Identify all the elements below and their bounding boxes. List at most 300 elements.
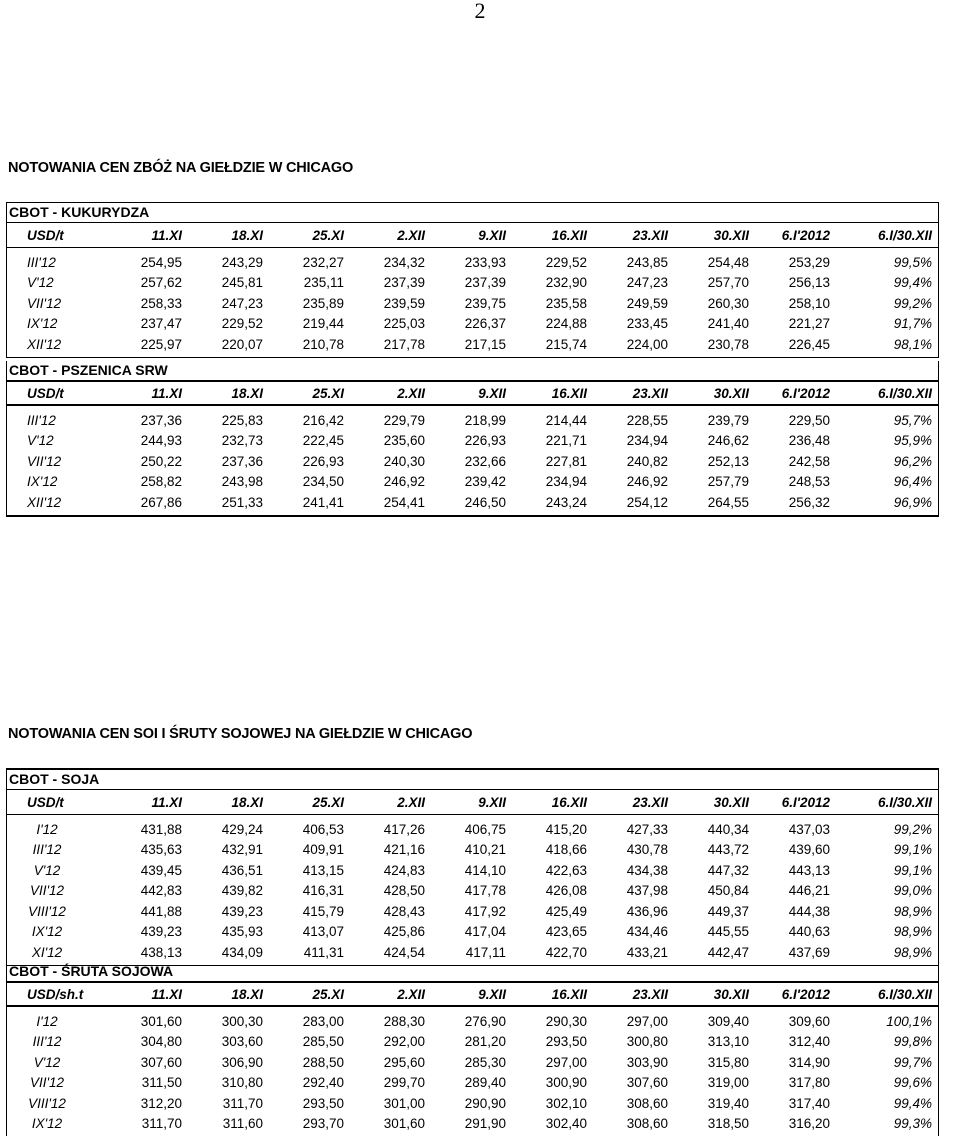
table-cell: 95,9% <box>893 433 932 449</box>
table-cell: 234,94 <box>626 433 668 449</box>
table-cell: 283,00 <box>302 1013 344 1029</box>
row-label: VII'12 <box>27 295 62 311</box>
table-title: CBOT - ŚRUTA SOJOWA <box>9 963 174 979</box>
table-cell: 221,71 <box>545 433 587 449</box>
row-label: I'12 <box>36 1013 58 1029</box>
table-cell: 301,60 <box>383 1116 425 1132</box>
table-cell: 437,98 <box>626 883 668 899</box>
table-cell: 311,70 <box>222 1095 263 1111</box>
table-cell: 240,82 <box>626 453 668 469</box>
table-row <box>7 451 938 472</box>
table-cell: 316,20 <box>788 1116 830 1132</box>
row-label: III'12 <box>27 412 56 428</box>
table-cell: 239,59 <box>383 295 425 311</box>
table-cell: 410,21 <box>464 842 506 858</box>
table-cell: 247,23 <box>221 295 263 311</box>
table-cell: 429,24 <box>221 821 263 837</box>
table-cell: 218,99 <box>464 412 506 428</box>
header-row <box>6 380 939 406</box>
table-cell: 303,60 <box>221 1034 263 1050</box>
column-header: 16.XII <box>551 794 587 810</box>
table-cell: 308,60 <box>626 1116 668 1132</box>
table-cell: 99,2% <box>893 821 932 837</box>
table-cell: 309,60 <box>788 1013 830 1029</box>
table-cell: 234,94 <box>545 474 587 490</box>
table-cell: 235,60 <box>383 433 425 449</box>
column-header: 11.XI <box>151 227 182 243</box>
row-label: VII'12 <box>27 453 62 469</box>
column-header: 6.I'2012 <box>781 986 830 1002</box>
table-cell: 302,40 <box>545 1116 587 1132</box>
column-header: 23.XII <box>632 385 668 401</box>
table-cell: 428,43 <box>383 903 425 919</box>
table-cell: 443,13 <box>788 862 830 878</box>
table-cell: 252,13 <box>707 453 749 469</box>
table-cell: 257,62 <box>140 275 182 291</box>
table-cell: 442,47 <box>707 944 749 960</box>
table-cell: 293,70 <box>302 1116 344 1132</box>
table-cell: 214,44 <box>545 412 587 428</box>
table-cell: 422,63 <box>545 862 587 878</box>
table-cell: 288,50 <box>302 1054 344 1070</box>
row-label: III'12 <box>32 842 62 858</box>
row-label: III'12 <box>32 1034 62 1050</box>
table-cell: 254,41 <box>383 494 425 510</box>
table-cell: 318,50 <box>707 1116 749 1132</box>
row-label: III'12 <box>27 254 56 270</box>
table-title: CBOT - PSZENICA SRW <box>9 362 168 378</box>
column-header: 18.XI <box>231 794 263 810</box>
table-cell: 438,13 <box>140 944 182 960</box>
header-row <box>6 222 939 248</box>
table-cell: 232,90 <box>545 275 587 291</box>
table-row <box>7 942 938 963</box>
table-row <box>7 1011 938 1032</box>
column-header: 25.XI <box>312 385 344 401</box>
table-cell: 293,50 <box>302 1095 344 1111</box>
table-cell: 237,36 <box>140 412 182 428</box>
table-row <box>7 860 938 881</box>
column-header: 23.XII <box>632 227 668 243</box>
column-header: 9.XII <box>478 794 506 810</box>
table-cell: 229,52 <box>221 316 263 332</box>
column-header: USD/t <box>27 227 64 243</box>
table-cell: 230,78 <box>707 336 749 352</box>
table-cell: 237,39 <box>383 275 425 291</box>
section-title-grains: NOTOWANIA CEN ZBÓŻ NA GIEŁDZIE W CHICAGO <box>8 160 354 176</box>
table-cell: 312,20 <box>140 1095 182 1111</box>
table-cell: 267,86 <box>140 494 182 510</box>
column-header: 6.I/30.XII <box>877 227 932 243</box>
table-cell: 98,9% <box>893 924 932 940</box>
column-header: 25.XI <box>312 986 344 1002</box>
table-cell: 439,23 <box>140 924 182 940</box>
table-cell: 91,7% <box>893 316 932 332</box>
table-cell: 99,4% <box>893 1095 932 1111</box>
table-cell: 413,15 <box>302 862 344 878</box>
table-cell: 98,1% <box>893 336 932 352</box>
row-label: IX'12 <box>27 474 58 490</box>
table-row <box>7 410 938 431</box>
table-cell: 424,83 <box>383 862 425 878</box>
column-header: 30.XII <box>713 385 749 401</box>
table-row <box>7 881 938 902</box>
column-header: 18.XI <box>231 986 263 1002</box>
table-cell: 254,12 <box>626 494 668 510</box>
table-cell: 436,96 <box>626 903 668 919</box>
table-cell: 210,78 <box>302 336 344 352</box>
table-cell: 236,48 <box>788 433 830 449</box>
table-cell: 406,75 <box>464 821 506 837</box>
row-label: I'12 <box>36 821 58 837</box>
table-title: CBOT - KUKURYDZA <box>9 204 150 220</box>
table-cell: 315,80 <box>707 1054 749 1070</box>
table-cell: 417,92 <box>464 903 506 919</box>
table-cell: 96,9% <box>893 494 932 510</box>
table-cell: 417,11 <box>465 944 506 960</box>
table-cell: 308,60 <box>626 1095 668 1111</box>
table-cell: 246,50 <box>464 494 506 510</box>
table-cell: 441,88 <box>140 903 182 919</box>
table-cell: 414,10 <box>464 862 506 878</box>
column-header: 30.XII <box>713 986 749 1002</box>
column-header: USD/t <box>27 794 64 810</box>
row-label: V'12 <box>33 1054 61 1070</box>
table-cell: 449,37 <box>707 903 749 919</box>
table-cell: 229,50 <box>788 412 830 428</box>
table-cell: 251,33 <box>221 494 263 510</box>
column-header: 6.I'2012 <box>781 227 830 243</box>
table-cell: 241,41 <box>302 494 344 510</box>
table-cell: 243,98 <box>221 474 263 490</box>
table-row <box>7 819 938 840</box>
table-cell: 426,08 <box>545 883 587 899</box>
table-cell: 444,38 <box>788 903 830 919</box>
table-cell: 440,34 <box>707 821 749 837</box>
table-pszenica <box>6 361 939 517</box>
row-label: V'12 <box>33 862 61 878</box>
table-cell: 276,90 <box>464 1013 506 1029</box>
table-cell: 310,80 <box>221 1075 263 1091</box>
table-sruta <box>6 962 939 1136</box>
table-cell: 317,80 <box>788 1075 830 1091</box>
table-row <box>7 293 938 314</box>
table-cell: 437,03 <box>788 821 830 837</box>
column-header: 9.XII <box>478 385 506 401</box>
table-cell: 422,70 <box>545 944 587 960</box>
table-row <box>7 922 938 943</box>
table-cell: 434,38 <box>626 862 668 878</box>
column-header: 6.I'2012 <box>781 385 830 401</box>
table-cell: 250,22 <box>140 453 182 469</box>
column-header: 11.XI <box>151 794 182 810</box>
page-number: 2 <box>474 0 486 23</box>
table-row <box>7 840 938 861</box>
table-cell: 417,26 <box>383 821 425 837</box>
column-header: 18.XI <box>231 227 263 243</box>
column-header: 16.XII <box>551 385 587 401</box>
table-cell: 99,8% <box>893 1034 932 1050</box>
table-row <box>7 1052 938 1073</box>
column-header: 6.I'2012 <box>781 794 830 810</box>
table-cell: 415,79 <box>302 903 344 919</box>
table-cell: 247,23 <box>626 275 668 291</box>
column-header: 2.XII <box>397 986 425 1002</box>
table-cell: 99,2% <box>893 295 932 311</box>
row-label: IX'12 <box>27 316 58 332</box>
table-cell: 254,48 <box>707 254 749 270</box>
column-header: 6.I/30.XII <box>877 385 932 401</box>
column-header: 2.XII <box>397 385 425 401</box>
table-cell: 258,10 <box>788 295 830 311</box>
table-cell: 228,55 <box>626 412 668 428</box>
row-label: V'12 <box>27 275 54 291</box>
table-cell: 217,78 <box>383 336 425 352</box>
table-cell: 439,82 <box>221 883 263 899</box>
table-cell: 434,09 <box>221 944 263 960</box>
column-header: 9.XII <box>478 986 506 1002</box>
table-cell: 226,37 <box>464 316 506 332</box>
table-cell: 432,91 <box>221 842 263 858</box>
table-cell: 409,91 <box>302 842 344 858</box>
table-cell: 227,81 <box>545 453 587 469</box>
table-row <box>7 901 938 922</box>
table-cell: 234,32 <box>383 254 425 270</box>
table-cell: 234,50 <box>302 474 344 490</box>
table-cell: 99,0% <box>893 883 932 899</box>
table-cell: 217,15 <box>464 336 506 352</box>
table-cell: 292,40 <box>302 1075 344 1091</box>
table-cell: 439,45 <box>140 862 182 878</box>
table-cell: 95,7% <box>893 412 932 428</box>
column-header: USD/t <box>27 385 64 401</box>
column-header: 9.XII <box>478 227 506 243</box>
table-cell: 254,95 <box>140 254 182 270</box>
data-rows <box>6 815 939 966</box>
table-cell: 421,16 <box>383 842 425 858</box>
table-cell: 98,9% <box>893 944 932 960</box>
table-cell: 99,4% <box>893 275 932 291</box>
table-cell: 226,93 <box>464 433 506 449</box>
data-rows <box>6 1007 939 1136</box>
table-cell: 300,90 <box>545 1075 587 1091</box>
table-cell: 256,32 <box>788 494 830 510</box>
table-cell: 257,79 <box>707 474 749 490</box>
table-cell: 319,40 <box>707 1095 749 1111</box>
table-cell: 246,92 <box>383 474 425 490</box>
table-cell: 418,66 <box>545 842 587 858</box>
table-cell: 285,50 <box>302 1034 344 1050</box>
table-cell: 439,60 <box>788 842 830 858</box>
table-cell: 220,07 <box>221 336 263 352</box>
table-cell: 304,80 <box>140 1034 182 1050</box>
column-header: USD/sh.t <box>27 986 84 1002</box>
table-cell: 257,70 <box>707 275 749 291</box>
table-cell: 317,40 <box>788 1095 830 1111</box>
table-cell: 313,10 <box>707 1034 749 1050</box>
table-cell: 299,70 <box>383 1075 425 1091</box>
table-cell: 311,50 <box>141 1075 182 1091</box>
data-rows <box>6 248 939 358</box>
table-row <box>7 1073 938 1094</box>
header-row <box>6 789 939 815</box>
table-cell: 243,85 <box>626 254 668 270</box>
column-header: 6.I/30.XII <box>877 794 932 810</box>
table-cell: 433,21 <box>626 944 668 960</box>
table-cell: 222,45 <box>302 433 344 449</box>
table-cell: 99,6% <box>893 1075 932 1091</box>
table-cell: 239,42 <box>464 474 506 490</box>
table-cell: 245,81 <box>221 275 263 291</box>
table-cell: 100,1% <box>886 1013 932 1029</box>
table-cell: 428,50 <box>383 883 425 899</box>
column-header: 30.XII <box>713 794 749 810</box>
row-label: IX'12 <box>31 924 63 940</box>
table-cell: 239,79 <box>707 412 749 428</box>
table-cell: 431,88 <box>140 821 182 837</box>
table-title: CBOT - SOJA <box>9 771 100 787</box>
table-cell: 427,33 <box>626 821 668 837</box>
column-header: 16.XII <box>551 986 587 1002</box>
table-cell: 319,00 <box>707 1075 749 1091</box>
table-cell: 229,52 <box>545 254 587 270</box>
table-row <box>7 492 938 513</box>
table-cell: 226,93 <box>302 453 344 469</box>
table-cell: 446,21 <box>788 883 830 899</box>
table-cell: 290,30 <box>545 1013 587 1029</box>
table-cell: 289,40 <box>464 1075 506 1091</box>
table-cell: 425,86 <box>383 924 425 940</box>
table-row <box>7 273 938 294</box>
table-cell: 442,83 <box>140 883 182 899</box>
table-cell: 300,30 <box>221 1013 263 1029</box>
table-cell: 415,20 <box>545 821 587 837</box>
table-cell: 232,73 <box>221 433 263 449</box>
table-cell: 235,58 <box>545 295 587 311</box>
table-cell: 235,89 <box>302 295 344 311</box>
column-header: 30.XII <box>713 227 749 243</box>
column-header: 25.XI <box>312 227 344 243</box>
table-cell: 233,93 <box>464 254 506 270</box>
table-cell: 243,29 <box>221 254 263 270</box>
table-cell: 237,39 <box>464 275 506 291</box>
table-cell: 99,7% <box>893 1054 932 1070</box>
table-cell: 311,70 <box>141 1116 182 1132</box>
table-cell: 243,24 <box>545 494 587 510</box>
row-label: XII'12 <box>27 494 62 510</box>
table-cell: 241,40 <box>707 316 749 332</box>
column-header: 23.XII <box>632 986 668 1002</box>
table-row <box>7 1093 938 1114</box>
table-cell: 96,2% <box>893 453 932 469</box>
column-header: 18.XI <box>231 385 263 401</box>
section-title-soy: NOTOWANIA CEN SOI I ŚRUTY SOJOWEJ NA GIEŁDZIE W CHICAGO <box>8 726 473 742</box>
table-cell: 258,33 <box>140 295 182 311</box>
table-cell: 229,79 <box>383 412 425 428</box>
table-row <box>7 314 938 335</box>
table-cell: 413,07 <box>302 924 344 940</box>
table-cell: 240,30 <box>383 453 425 469</box>
table-cell: 297,00 <box>626 1013 668 1029</box>
table-cell: 303,90 <box>626 1054 668 1070</box>
table-cell: 416,31 <box>302 883 344 899</box>
table-cell: 423,65 <box>545 924 587 940</box>
table-cell: 417,04 <box>464 924 506 940</box>
table-cell: 225,97 <box>140 336 182 352</box>
table-row <box>7 334 938 355</box>
table-cell: 221,27 <box>788 316 830 332</box>
table-cell: 411,31 <box>303 944 344 960</box>
table-cell: 225,83 <box>221 412 263 428</box>
table-cell: 436,51 <box>221 862 263 878</box>
table-cell: 215,74 <box>545 336 587 352</box>
column-header: 23.XII <box>632 794 668 810</box>
table-cell: 232,27 <box>302 254 344 270</box>
table-cell: 293,50 <box>545 1034 587 1050</box>
data-rows <box>6 406 939 517</box>
row-label: VIII'12 <box>28 1095 66 1111</box>
table-cell: 99,1% <box>893 862 932 878</box>
table-cell: 224,00 <box>626 336 668 352</box>
table-cell: 288,30 <box>383 1013 425 1029</box>
table-cell: 225,03 <box>383 316 425 332</box>
table-soja <box>6 768 939 966</box>
table-cell: 311,60 <box>222 1116 263 1132</box>
table-cell: 292,00 <box>383 1034 425 1050</box>
table-cell: 443,72 <box>707 842 749 858</box>
table-cell: 297,00 <box>545 1054 587 1070</box>
table-row <box>7 1032 938 1053</box>
table-cell: 224,88 <box>545 316 587 332</box>
column-header: 2.XII <box>397 794 425 810</box>
table-cell: 226,45 <box>788 336 830 352</box>
table-cell: 435,93 <box>221 924 263 940</box>
table-cell: 439,23 <box>221 903 263 919</box>
row-label: XI'12 <box>31 944 63 960</box>
table-cell: 417,78 <box>464 883 506 899</box>
table-cell: 295,60 <box>383 1054 425 1070</box>
table-cell: 281,20 <box>464 1034 506 1050</box>
table-cell: 242,58 <box>788 453 830 469</box>
table-cell: 314,90 <box>788 1054 830 1070</box>
table-cell: 430,78 <box>626 842 668 858</box>
row-label: VII'12 <box>29 1075 65 1091</box>
column-header: 2.XII <box>397 227 425 243</box>
table-cell: 248,53 <box>788 474 830 490</box>
table-cell: 309,40 <box>707 1013 749 1029</box>
table-cell: 256,13 <box>788 275 830 291</box>
table-cell: 99,1% <box>893 842 932 858</box>
column-header: 6.I/30.XII <box>877 986 932 1002</box>
table-cell: 291,90 <box>464 1116 506 1132</box>
table-cell: 307,60 <box>140 1054 182 1070</box>
table-cell: 246,92 <box>626 474 668 490</box>
table-cell: 246,62 <box>707 433 749 449</box>
table-cell: 98,9% <box>893 903 932 919</box>
table-cell: 233,45 <box>626 316 668 332</box>
table-cell: 300,80 <box>626 1034 668 1050</box>
table-cell: 424,54 <box>383 944 425 960</box>
table-row <box>7 431 938 452</box>
table-cell: 239,75 <box>464 295 506 311</box>
table-cell: 264,55 <box>707 494 749 510</box>
table-cell: 425,49 <box>545 903 587 919</box>
table-cell: 260,30 <box>707 295 749 311</box>
table-cell: 219,44 <box>302 316 344 332</box>
row-label: IX'12 <box>31 1116 63 1132</box>
table-cell: 253,29 <box>788 254 830 270</box>
table-cell: 249,59 <box>626 295 668 311</box>
